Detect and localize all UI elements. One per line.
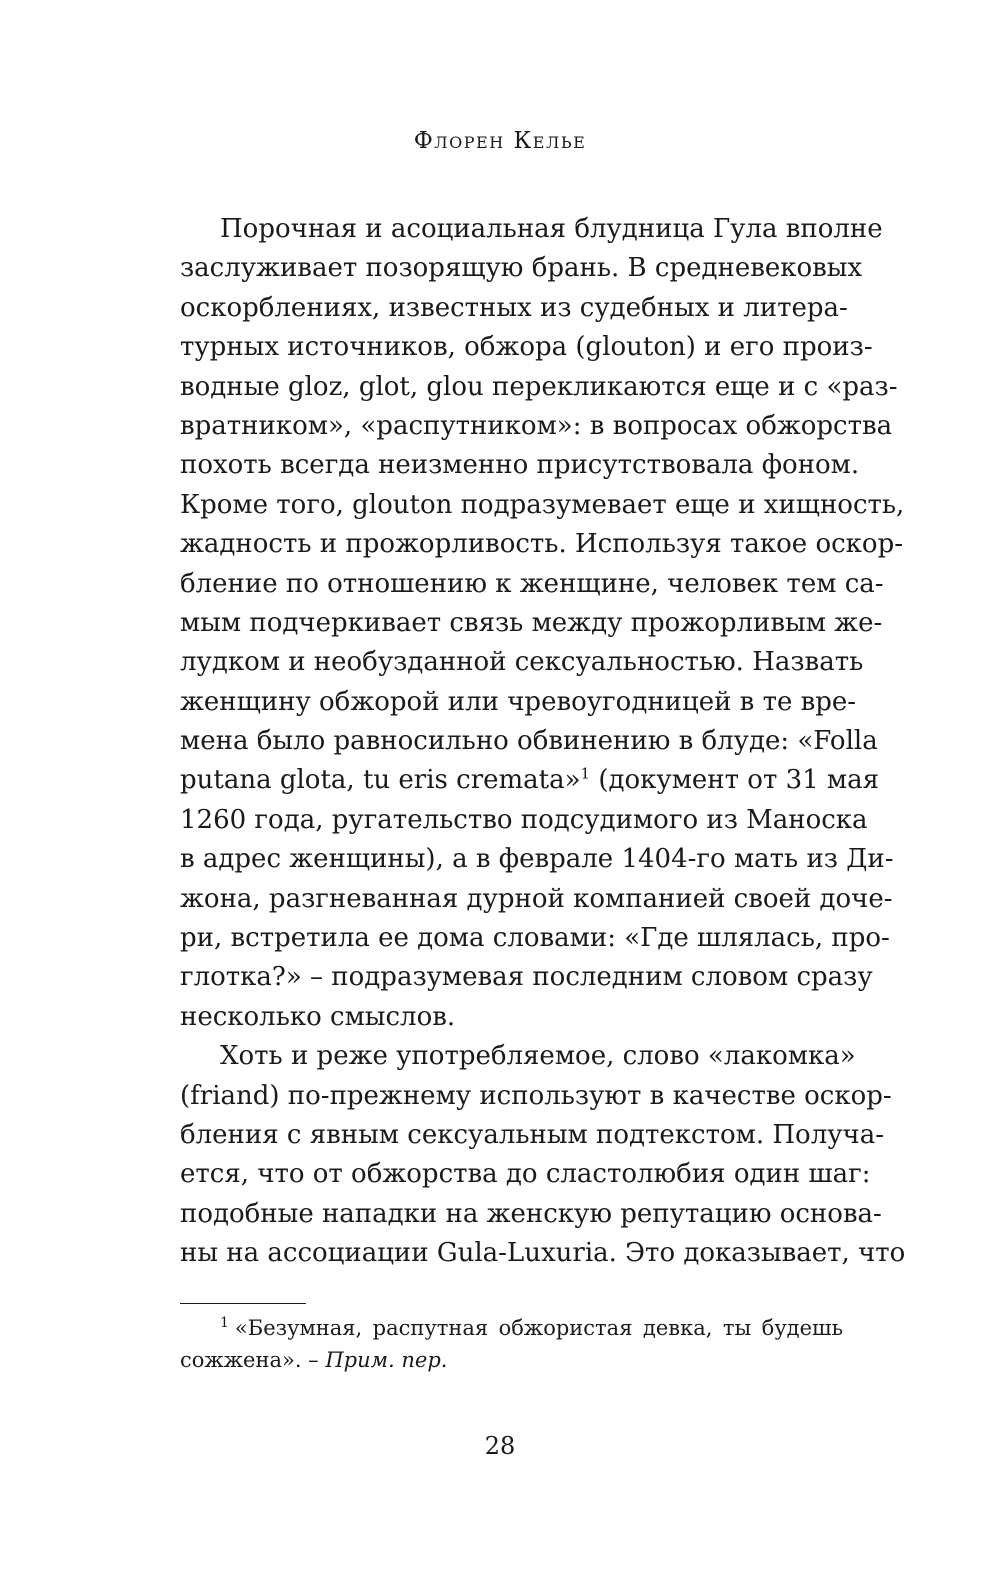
footnote [180, 1312, 843, 1376]
text-line: вратником», «распутником»: в вопросах обжорства [180, 410, 893, 441]
text-line: Кроме того, glouton подразумевает еще и хищность, [180, 489, 905, 520]
footnote-line [180, 1312, 843, 1344]
text-line: бления с явным сексуальным подтекстом. Получа- [180, 1119, 884, 1150]
text-line: Порочная и асоциальная блудница Гула вполне [220, 214, 883, 244]
text-line: мена было равносильно обвинению в блуде: «Folla [180, 726, 878, 757]
translator-note: Прим. пер. [325, 1348, 448, 1372]
text-line: похоть всегда неизменно присутствовала фоном. [180, 450, 860, 481]
text-line: мым подчеркивает связь между прожорливым же- [180, 607, 883, 638]
text-line: бление по отношению к женщине, человек тем са- [180, 568, 884, 599]
text-line: (friand) по-прежнему используют в качестве оскор- [180, 1080, 892, 1111]
footnote-text: «Безумная, распутная обжористая девка, ты будешь [234, 1316, 843, 1340]
text-line: ется, что от обжорства до сластолюбия один шаг: [180, 1159, 871, 1190]
text-line: водные gloz, glot, glou перекликаются еще и с «раз- [180, 371, 898, 402]
text-line: глотка?» – подразумевая последним словом сразу [180, 962, 873, 993]
text-line: ны на ассоциации Gula-Luxuria. Это доказывает, что [180, 1238, 906, 1269]
running-head: Флорен Келье [413, 128, 587, 154]
text-line: 1260 года, ругательство подсудимого из Маноска [180, 804, 868, 835]
text-fragment: (документ от 31 мая [590, 765, 880, 796]
text-line: лудком и необузданной сексуальностью. Назвать [180, 647, 864, 678]
footnote-reference[interactable]: 1 [580, 764, 591, 783]
text-line: в адрес женщины), а в феврале 1404-го мать из Ди- [180, 844, 894, 875]
page-number: 28 [484, 1432, 516, 1460]
text-line: оскорблениях, известных из судебных и литера- [180, 292, 848, 323]
text-line: подобные нападки на женскую репутацию основа- [180, 1198, 882, 1229]
text-line: турных источников, обжора (glouton) и его произ- [180, 332, 873, 363]
text-fragment: putana glota, tu eris cremata» [180, 765, 581, 796]
text-line-with-footnote [180, 761, 880, 800]
text-line: ри, встретила ее дома словами: «Где шлялась, про- [180, 923, 890, 954]
text-line: Хоть и реже употребляемое, слово «лакомка» [220, 1041, 856, 1072]
text-line: несколько смыслов. [180, 1001, 456, 1032]
text-line: женщину обжорой или чревоугодницей в те вре- [180, 686, 857, 717]
footnote-divider [180, 1303, 306, 1304]
footnote-text: сожжена». – [180, 1348, 326, 1372]
text-line: жадность и прожорливость. Используя такое оскор- [180, 529, 903, 560]
text-line: заслуживает позорящую брань. В средневековых [180, 253, 863, 284]
text-line: жона, разгневанная дурной компанией своей доче- [180, 883, 893, 914]
footnote-line [180, 1344, 843, 1376]
body-text [180, 210, 906, 1274]
footnote-marker: 1 [220, 1315, 229, 1331]
